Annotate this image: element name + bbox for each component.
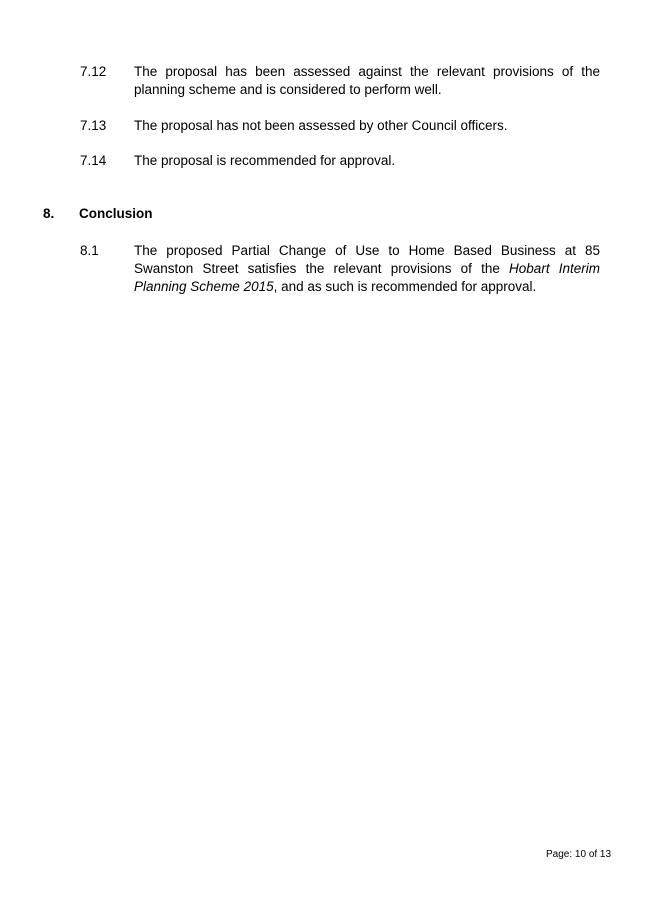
paragraph-text <box>134 242 600 296</box>
paragraph-number: 7.12 <box>80 64 107 79</box>
scheme-title-italic: Hobart Interim Planning Scheme 2015 <box>134 261 600 294</box>
paragraph-number: 7.13 <box>80 118 107 133</box>
paragraph-number: 7.14 <box>80 153 107 168</box>
paragraph-text: The proposal has not been assessed by other Council officers. <box>134 118 508 133</box>
page-number: Page: 10 of 13 <box>546 849 612 860</box>
paragraph-number: 8.1 <box>80 243 99 258</box>
text-segment: , and as such is recommended for approval. <box>273 279 537 294</box>
paragraph-text: The proposal has been assessed against the relevant provisions of the planning scheme and is considered to perform well. <box>134 64 600 97</box>
text-segment: The proposed Partial Change of Use to Home Based Business at 85 Swanston Street satisfies the relevant provisions of the <box>134 243 600 276</box>
section-title: Conclusion <box>79 206 153 221</box>
section-number: 8. <box>43 206 55 221</box>
paragraph-text: The proposal is recommended for approval. <box>134 153 396 168</box>
